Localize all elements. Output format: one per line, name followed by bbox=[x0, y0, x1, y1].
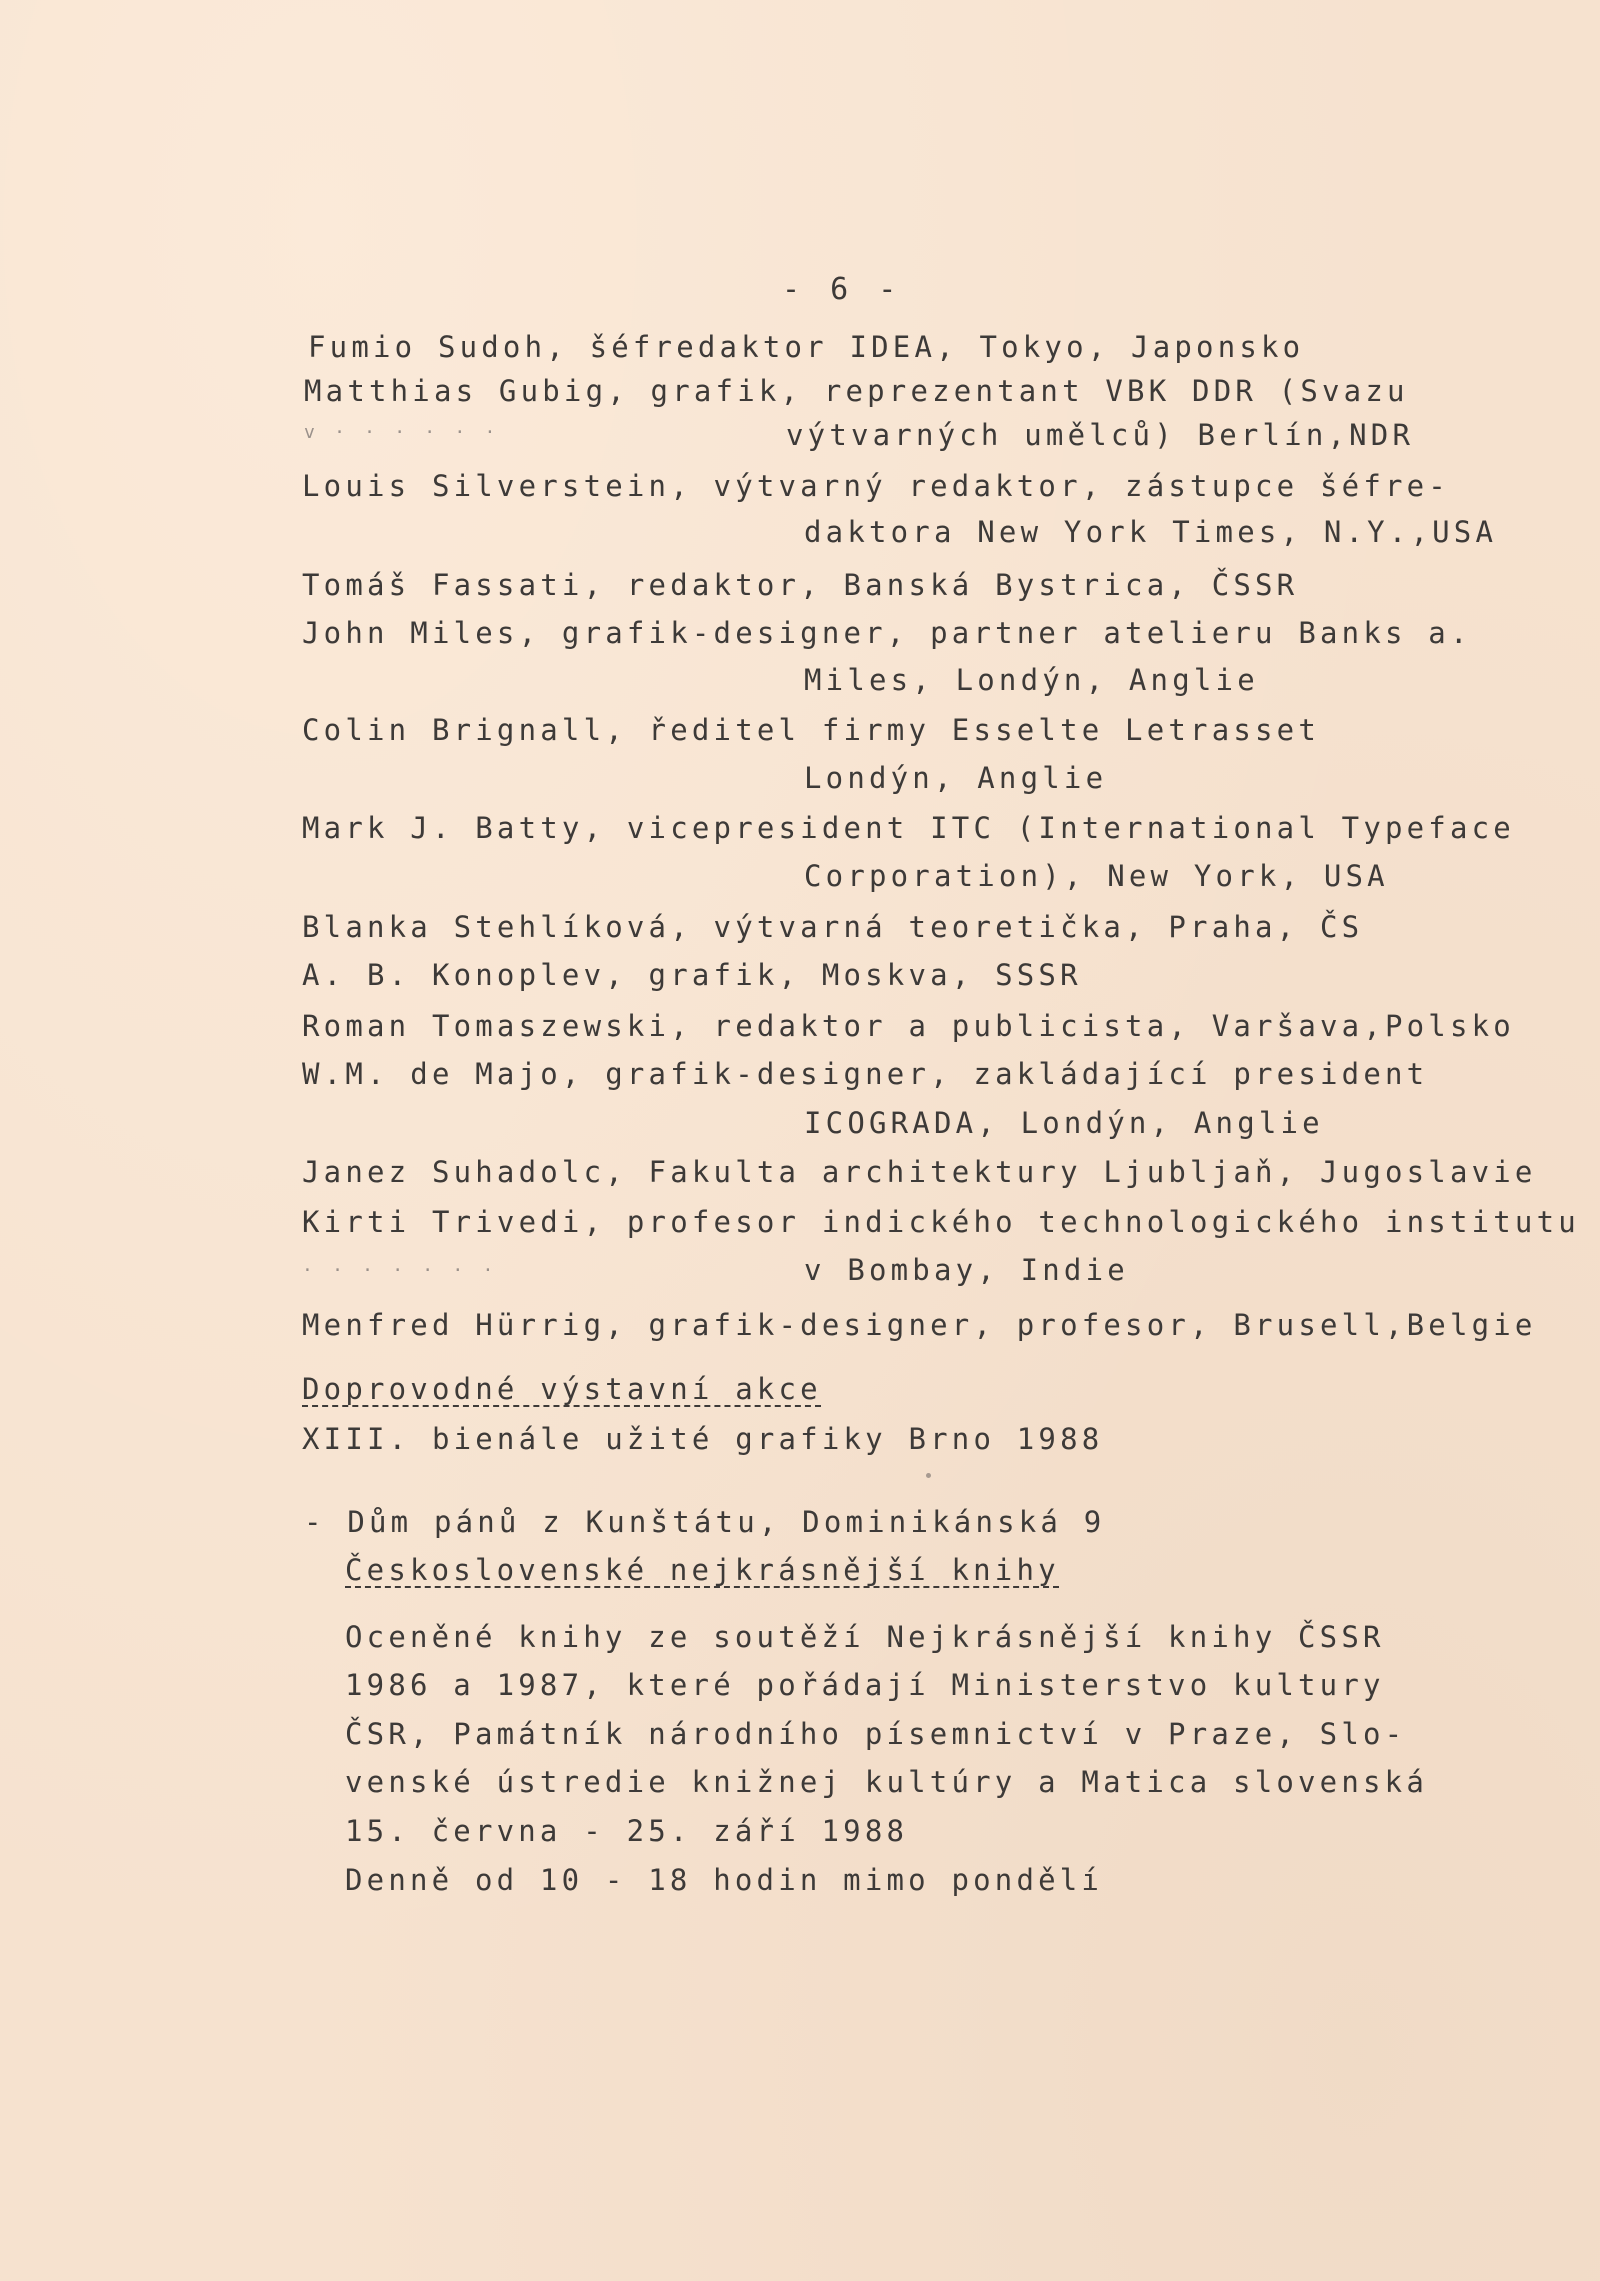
participant-line: Roman Tomaszewski, redaktor a publicista, Varšava,Polsko bbox=[302, 1009, 1515, 1043]
exhibition-title: Československé nejkrásnější knihy bbox=[345, 1553, 1060, 1587]
description-line: Oceněné knihy ze soutěží Nejkrásnější knihy ČSSR bbox=[345, 1620, 1385, 1654]
participant-faint-prefix: v · · · · · · bbox=[304, 422, 500, 443]
participant-line: Louis Silverstein, výtvarný redaktor, zástupce šéfre- bbox=[302, 469, 1450, 503]
section-subheading: XIII. bienále užité grafiky Brno 1988 bbox=[302, 1422, 1104, 1456]
participant-faint-prefix: · · · · · · · bbox=[302, 1260, 498, 1281]
description-line: Denně od 10 - 18 hodin mimo pondělí bbox=[345, 1863, 1104, 1897]
participant-line: Colin Brignall, ředitel firmy Esselte Letrasset bbox=[302, 713, 1320, 747]
participant-line: Mark J. Batty, vicepresident ITC (International Typeface bbox=[302, 811, 1515, 845]
participant-continuation: Corporation), New York, USA bbox=[804, 859, 1389, 893]
page-number: - 6 - bbox=[782, 272, 903, 307]
description-line: venské ústredie knižnej kultúry a Matica slovenská bbox=[345, 1765, 1428, 1799]
participant-continuation: Londýn, Anglie bbox=[804, 761, 1108, 795]
participant-line: Blanka Stehlíková, výtvarná teoretička, Praha, ČS bbox=[302, 910, 1364, 944]
participant-line: Tomáš Fassati, redaktor, Banská Bystrica, ČSSR bbox=[302, 568, 1299, 602]
description-line: 15. června - 25. září 1988 bbox=[345, 1814, 909, 1848]
participant-line: W.M. de Majo, grafik-designer, zakládající president bbox=[302, 1057, 1429, 1091]
participant-continuation: výtvarných umělců) Berlín,NDR bbox=[786, 418, 1415, 452]
participant-continuation: daktora New York Times, N.Y.,USA bbox=[804, 515, 1498, 549]
participant-line: Janez Suhadolc, Fakulta architektury Ljubljaň, Jugoslavie bbox=[302, 1155, 1537, 1189]
participant-line: Kirti Trivedi, profesor indického technologického institutu bbox=[302, 1205, 1580, 1239]
participant-continuation: v Bombay, Indie bbox=[804, 1253, 1129, 1287]
participant-line: A. B. Konoplev, grafik, Moskva, SSSR bbox=[302, 958, 1082, 992]
description-line: 1986 a 1987, které pořádají Ministerstvo kultury bbox=[345, 1668, 1385, 1702]
description-line: ČSR, Památník národního písemnictví v Praze, Slo- bbox=[345, 1717, 1407, 1751]
section-heading: Doprovodné výstavní akce bbox=[302, 1372, 822, 1406]
participant-line: Matthias Gubig, grafik, reprezentant VBK DDR (Svazu bbox=[304, 374, 1409, 408]
participant-line: Menfred Hürrig, grafik-designer, profesor, Brusell,Belgie bbox=[302, 1308, 1537, 1342]
participant-continuation: ICOGRADA, Londýn, Anglie bbox=[804, 1106, 1324, 1140]
participant-line: Fumio Sudoh, šéfredaktor IDEA, Tokyo, Japonsko bbox=[308, 330, 1305, 364]
ink-speck bbox=[926, 1473, 931, 1478]
participant-line: John Miles, grafik-designer, partner atelieru Banks a. bbox=[302, 616, 1472, 650]
participant-continuation: Miles, Londýn, Anglie bbox=[804, 663, 1259, 697]
venue-line: - Dům pánů z Kunštátu, Dominikánská 9 bbox=[304, 1505, 1106, 1539]
